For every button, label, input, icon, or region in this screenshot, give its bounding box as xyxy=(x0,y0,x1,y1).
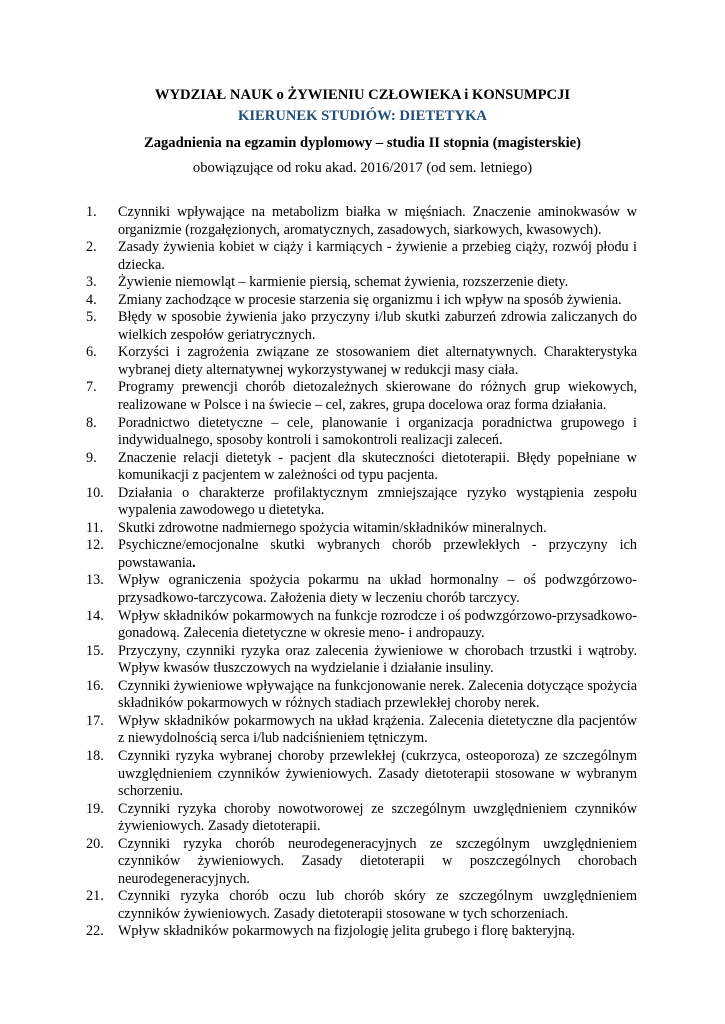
item-number: 9. xyxy=(86,449,97,466)
item-text xyxy=(118,836,637,889)
item-text xyxy=(118,292,637,310)
item-text xyxy=(118,485,637,520)
item-text-suffix: . xyxy=(192,554,196,571)
item-text-body: Poradnictwo dietetyczne – cele, planowanie i organizacja poradnictwa grupowego i indywidualnego, sposoby kontroli i samokontroli realizacji zaleceń. xyxy=(118,414,637,449)
item-text-body: Przyczyny, czynniki ryzyka oraz zalecenia żywieniowe w chorobach trzustki i wątroby. Wpływ kwasów tłuszczowych na wydzielanie i działanie insuliny. xyxy=(118,642,637,677)
item-text xyxy=(118,748,637,801)
list-item xyxy=(86,608,637,643)
list-item xyxy=(86,643,637,678)
item-text xyxy=(118,239,637,274)
item-text-body: Skutki zdrowotne nadmiernego spożycia witamin/składników mineralnych. xyxy=(118,519,547,536)
item-text xyxy=(118,379,637,414)
item-number: 6. xyxy=(86,344,97,361)
exam-topics-list xyxy=(86,204,637,941)
list-item xyxy=(86,274,637,292)
item-text-body: Wpływ składników pokarmowych na fizjologię jelita grubego i florę bakteryjną. xyxy=(118,923,576,940)
item-text xyxy=(118,450,637,485)
item-text xyxy=(118,678,637,713)
item-text xyxy=(118,309,637,344)
item-number: 10. xyxy=(86,484,104,501)
list-item xyxy=(86,923,637,941)
program-heading: KIERUNEK STUDIÓW: DIETETYKA xyxy=(238,108,487,124)
item-text-body: Wpływ składników pokarmowych na układ krążenia. Zalecenia dietetyczne dla pacjentów z niewydolnością serca i/lub nadciśnieniem tętniczym. xyxy=(118,712,637,747)
faculty-heading: WYDZIAŁ NAUK o ŻYWIENIU CZŁOWIEKA i KONSUMPCJI xyxy=(154,87,571,103)
item-text xyxy=(118,713,637,748)
item-text xyxy=(118,923,637,941)
item-number: 8. xyxy=(86,414,97,431)
list-item xyxy=(86,888,637,923)
list-item xyxy=(86,415,637,450)
item-text-body: Zmiany zachodzące w procesie starzenia się organizmu i ich wpływ na sposób żywienia. xyxy=(118,291,622,308)
list-item xyxy=(86,204,637,239)
item-text xyxy=(118,415,637,450)
item-number: 1. xyxy=(86,204,97,220)
item-text xyxy=(118,643,637,678)
item-text-body: Żywienie niemowląt – karmienie piersią, schemat żywienia, rozszerzenie diety. xyxy=(118,274,569,291)
item-number: 20. xyxy=(86,835,104,852)
document-title: Zagadnienia na egzamin dyplomowy – studia II stopnia (magisterskie) xyxy=(143,135,582,151)
item-number: 11. xyxy=(86,519,104,536)
item-text xyxy=(118,520,637,538)
item-text-body: Wpływ ograniczenia spożycia pokarmu na układ hormonalny – oś podwzgórzowo-przysadkowo-tarczycowa. Założenia diety w leczeniu chorób tarczycy. xyxy=(118,572,637,607)
list-item xyxy=(86,537,637,572)
item-text xyxy=(118,537,637,572)
item-text-body: Wpływ składników pokarmowych na funkcje rozrodcze i oś podwzgórzowo-przysadkowo-gonadową. Zalecenia dietetyczne w okresie meno- i andropauzy. xyxy=(118,607,637,642)
list-item xyxy=(86,713,637,748)
item-number: 2. xyxy=(86,239,97,256)
list-item xyxy=(86,836,637,889)
item-text xyxy=(118,801,637,836)
list-item xyxy=(86,450,637,485)
validity-note: obowiązujące od roku akad. 2016/2017 (od sem. letniego) xyxy=(192,160,533,176)
item-number: 19. xyxy=(86,800,104,817)
item-number: 14. xyxy=(86,607,104,624)
item-number: 7. xyxy=(86,379,97,396)
list-item xyxy=(86,344,637,379)
list-item xyxy=(86,572,637,607)
list-item xyxy=(86,485,637,520)
item-number: 13. xyxy=(86,572,104,589)
list-item xyxy=(86,292,637,310)
item-number: 3. xyxy=(86,274,97,291)
item-text-body: Programy prewencji chorób dietozależnych skierowane do różnych grup wiekowych, realizowane w Polsce i na świecie – cel, zakres, grupa docelowa oraz forma działania. xyxy=(118,379,637,414)
list-item xyxy=(86,801,637,836)
item-text-body: Działania o charakterze profilaktycznym zmniejszające ryzyko wystąpienia zespołu wypalenia zawodowego u dietetyka. xyxy=(118,484,637,519)
item-number: 15. xyxy=(86,642,104,659)
list-item xyxy=(86,678,637,713)
item-text-body: Czynniki ryzyka choroby nowotworowej ze szczególnym uwzględnieniem czynników żywieniowych. Zasady dietoterapii. xyxy=(118,800,637,835)
item-text-body: Korzyści i zagrożenia związane ze stosowaniem diet alternatywnych. Charakterystyka wybranej diety alternatywnej wykorzystywanej w redukcji masy ciała. xyxy=(118,344,637,378)
item-text xyxy=(118,344,637,379)
item-text-body: Czynniki ryzyka chorób oczu lub chorób skóry ze szczególnym uwzględnieniem czynników żywieniowych. Zasady dietoterapii stosowane w tych schorzeniach. xyxy=(118,888,637,922)
item-number: 4. xyxy=(86,291,97,308)
list-item xyxy=(86,379,637,414)
list-item xyxy=(86,309,637,344)
item-number: 5. xyxy=(86,309,97,326)
item-text-body: Czynniki żywieniowe wpływające na funkcjonowanie nerek. Zalecenia dotyczące spożycia składników pokarmowych w różnych stadiach przewlekłej choroby nerek. xyxy=(118,677,637,712)
item-text-body: Znaczenie relacji dietetyk - pacjent dla skuteczności dietoterapii. Błędy popełniane w komunikacji z pacjentem w zależności od typu pacjenta. xyxy=(118,449,637,484)
item-number: 12. xyxy=(86,537,104,554)
item-number: 22. xyxy=(86,923,104,940)
item-number: 17. xyxy=(86,712,104,729)
item-text xyxy=(118,572,637,607)
item-text-body: Czynniki ryzyka wybranej choroby przewlekłej (cukrzyca, osteoporoza) ze szczególnym uwzględnieniem czynników żywieniowych. Zasady dietoterapii stosowane w wybranym schorzeniu. xyxy=(118,747,637,800)
list-item xyxy=(86,520,637,538)
item-text-body: Czynniki ryzyka chorób neurodegeneracyjnych ze szczególnym uwzględnieniem czynników żywieniowych. Zasady dietoterapii w poszczególnych chorobach neurodegeneracyjnych. xyxy=(118,835,637,887)
list-item xyxy=(86,748,637,801)
item-text xyxy=(118,204,637,239)
list-item xyxy=(86,239,637,274)
item-text xyxy=(118,888,637,923)
item-number: 21. xyxy=(86,888,104,905)
item-text-body: Psychiczne/emocjonalne skutki wybranych chorób przewlekłych - przyczyny ich powstawania xyxy=(118,537,637,571)
item-text-body: Błędy w sposobie żywienia jako przyczyny i/lub skutki zaburzeń zdrowia zaliczanych do wielkich zespołów geriatrycznych. xyxy=(118,309,637,343)
item-text xyxy=(118,274,637,292)
item-text xyxy=(118,608,637,643)
item-number: 16. xyxy=(86,677,104,694)
item-number: 18. xyxy=(86,747,104,764)
item-text-body: Czynniki wpływające na metabolizm białka w mięśniach. Znaczenie aminokwasów w organizmie (rozgałęzionych, aromatycznych, zasadowych, siarkowych, kwasowych). xyxy=(118,204,637,238)
item-text-body: Zasady żywienia kobiet w ciąży i karmiących - żywienie a przebieg ciąży, rozwój płodu i dziecka. xyxy=(118,239,637,273)
